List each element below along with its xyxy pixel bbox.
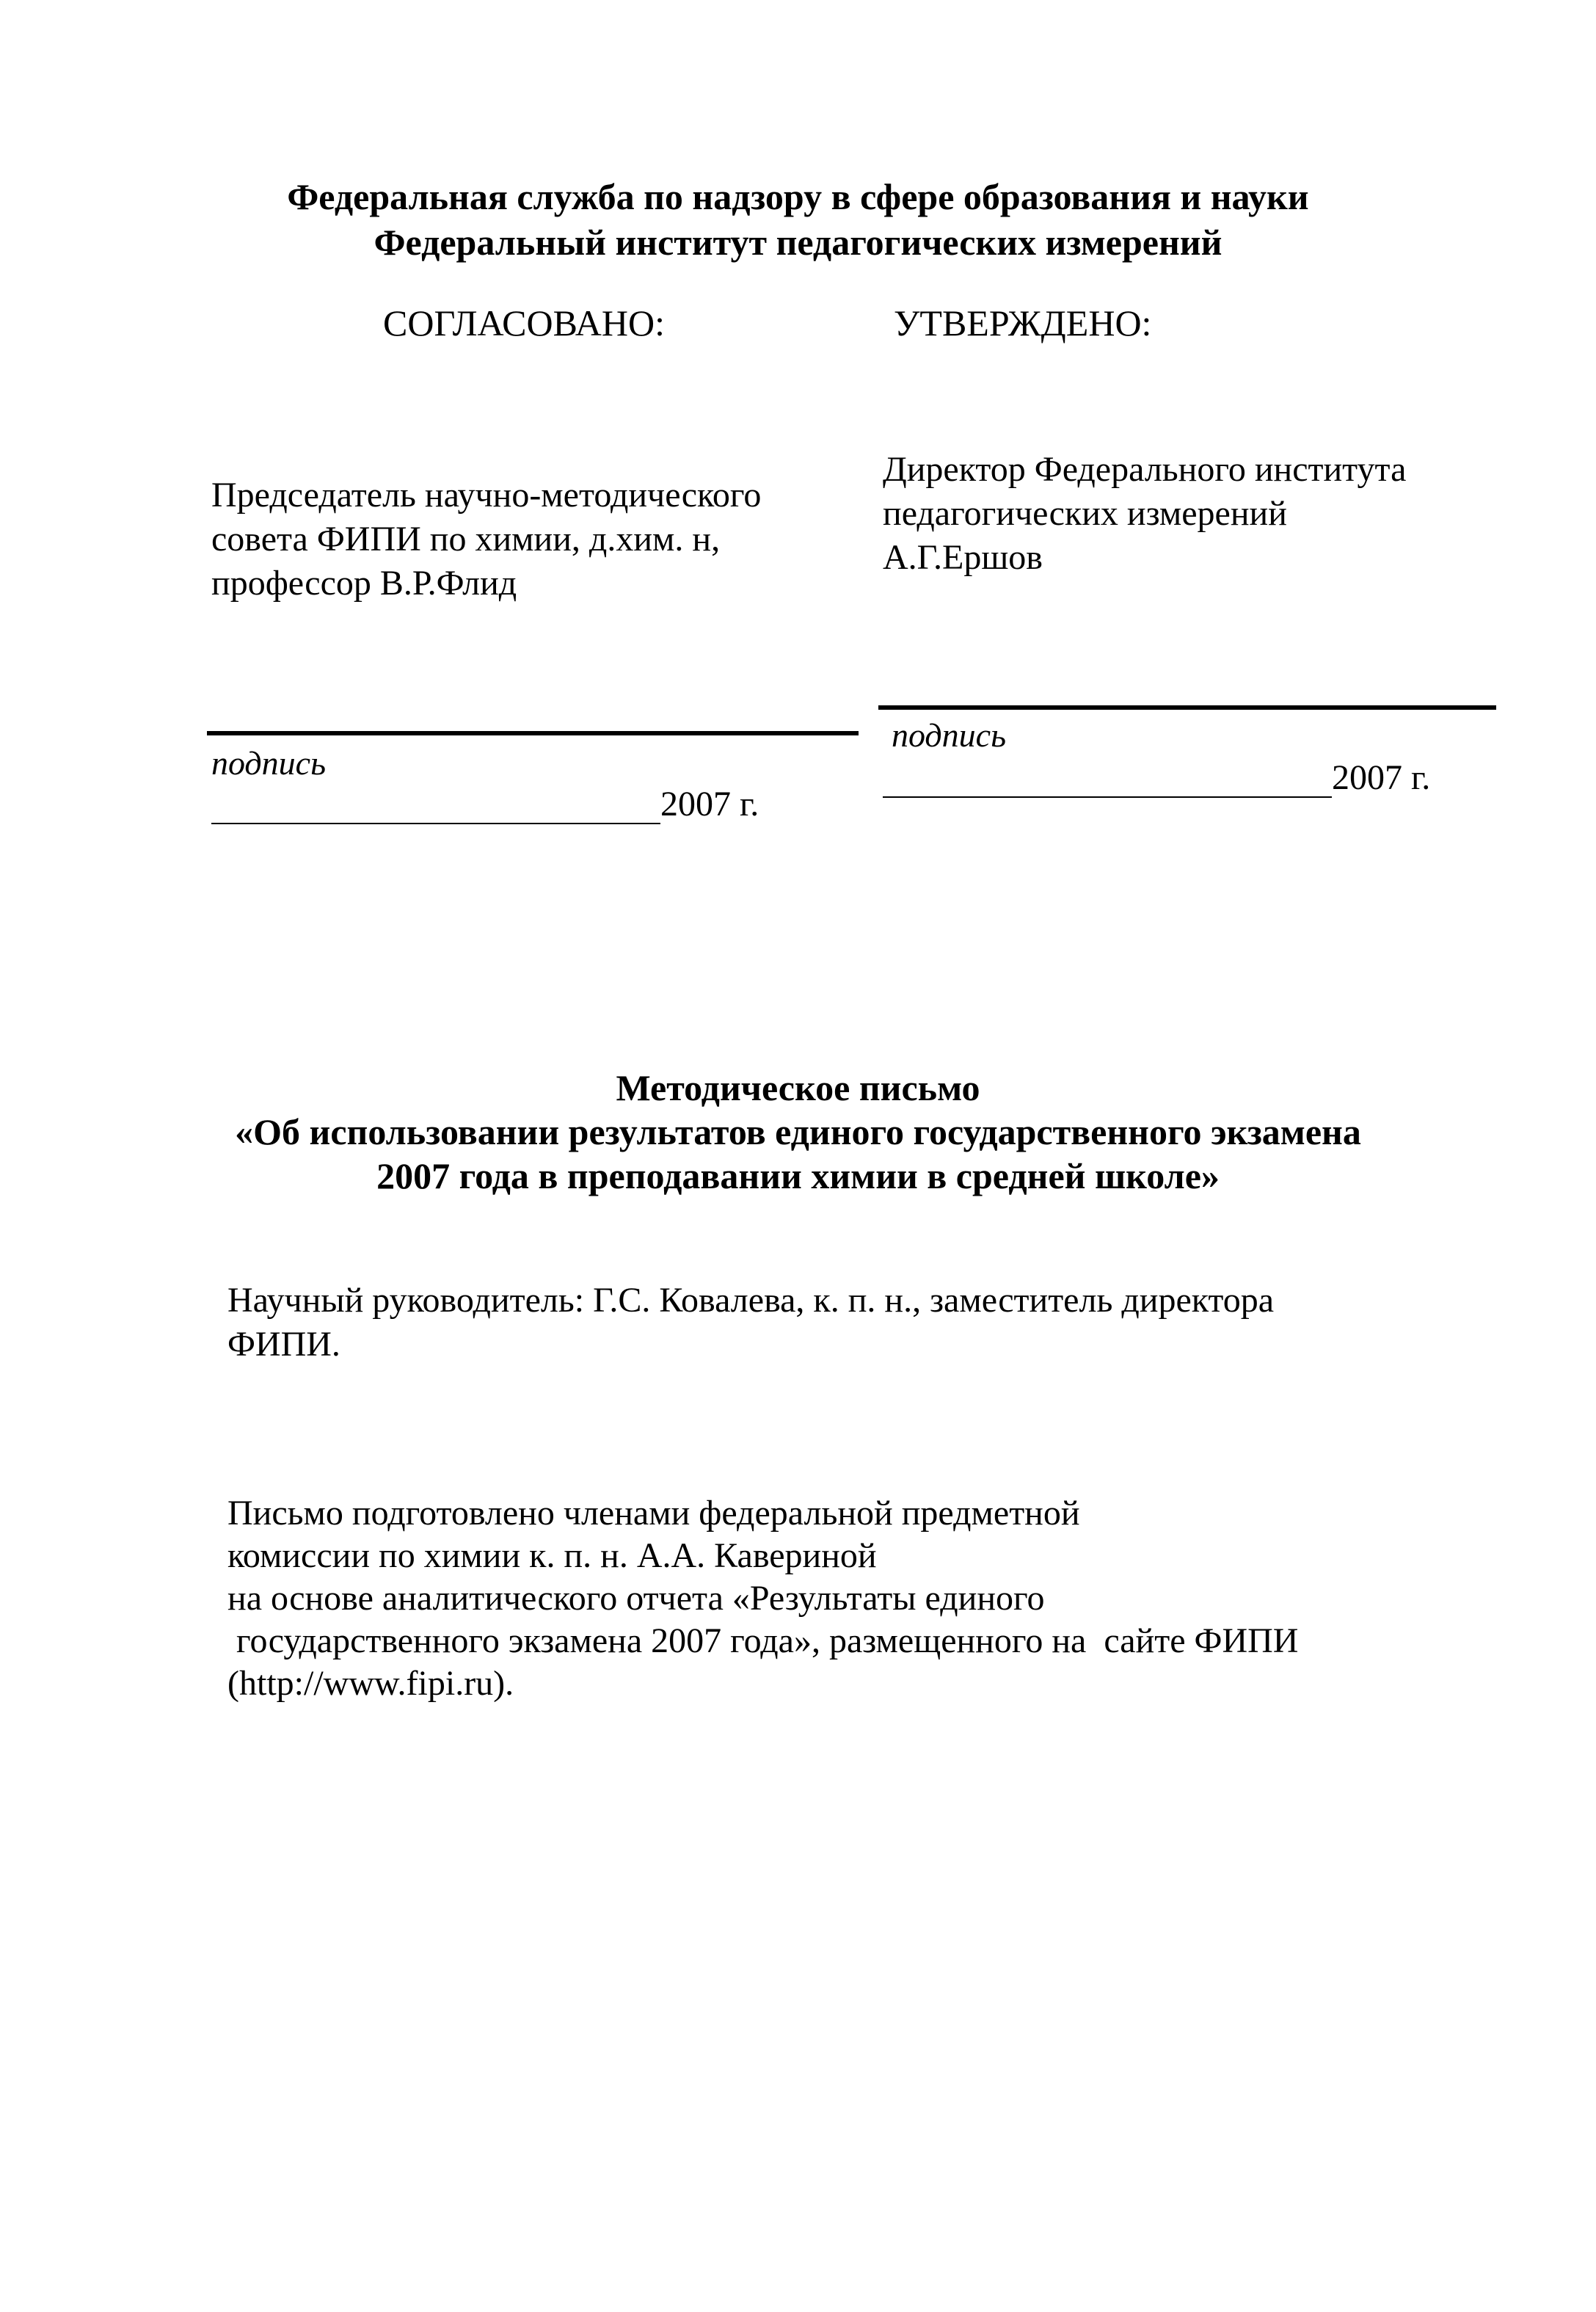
prepared-line-5: (http://www.fipi.ru). xyxy=(227,1664,514,1703)
doc-title: Методическое письмо xyxy=(616,1067,980,1108)
right-date-blank xyxy=(883,796,1332,798)
prepared-line-3: на основе аналитического отчета «Результаты единого xyxy=(227,1579,1045,1618)
left-signature-rule xyxy=(207,731,859,735)
agreed-line-2: совета ФИПИ по химии, д.хим. н, xyxy=(211,520,721,559)
agreed-line-1: Председатель научно-методического xyxy=(211,476,762,515)
approved-line-1: Директор Федерального института xyxy=(883,450,1407,489)
approved-line-2: педагогических измерений xyxy=(883,494,1287,533)
approved-line-3: А.Г.Ершов xyxy=(883,538,1043,577)
supervisor-line-2: ФИПИ. xyxy=(227,1325,340,1364)
approved-heading: УТВЕРЖДЕНО: xyxy=(894,302,1152,343)
right-date: 2007 г. xyxy=(1332,758,1431,797)
doc-subtitle-line-1: «Об использовании результатов единого государственного экзамена xyxy=(235,1111,1361,1152)
supervisor-line-1: Научный руководитель: Г.С. Ковалева, к. п. н., заместитель директора xyxy=(227,1281,1275,1320)
prepared-line-2: комиссии по химии к. п. н. А.А. Кавериной xyxy=(227,1536,877,1575)
header-institute: Федеральный институт педагогических измерений xyxy=(374,222,1222,263)
agreed-line-3: профессор В.Р.Флид xyxy=(211,564,517,603)
prepared-line-1: Письмо подготовлено членами федеральной предметной xyxy=(227,1494,1080,1533)
prepared-line-4: государственного экзамена 2007 года», размещенного на сайте ФИПИ xyxy=(227,1621,1299,1660)
left-signature-label: подпись xyxy=(211,744,327,782)
left-date-blank xyxy=(211,823,660,824)
agreed-heading: СОГЛАСОВАНО: xyxy=(383,302,666,343)
doc-subtitle-line-2: 2007 года в преподавании химии в средней школе» xyxy=(376,1155,1220,1196)
header-agency: Федеральная служба по надзору в сфере образования и науки xyxy=(287,176,1309,217)
right-signature-rule xyxy=(878,705,1496,710)
left-date: 2007 г. xyxy=(660,785,759,824)
right-signature-label: подпись xyxy=(892,716,1007,754)
